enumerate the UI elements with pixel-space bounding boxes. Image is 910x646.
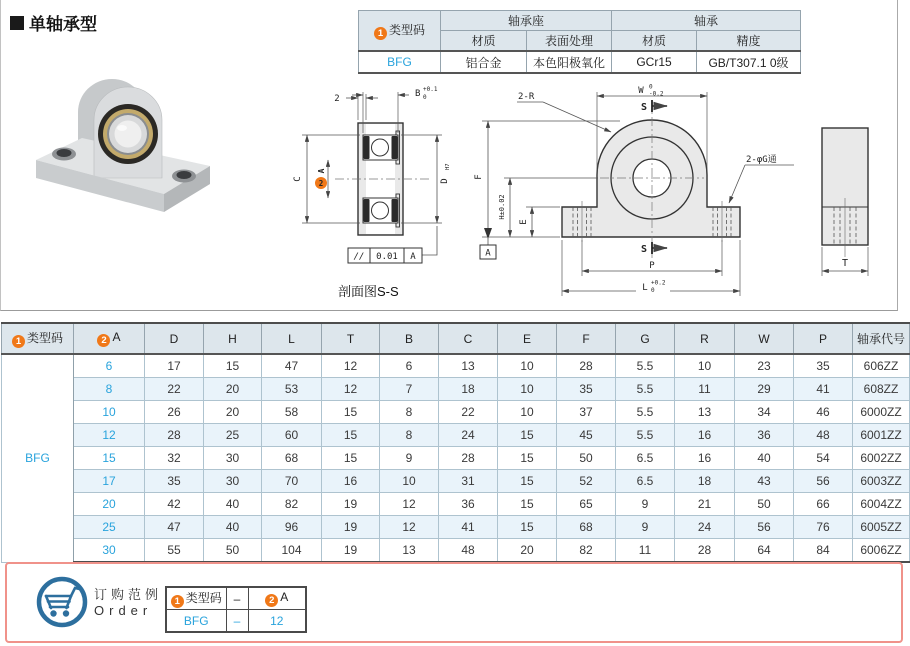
table-cell: 82	[557, 539, 616, 563]
a-value-cell: 20	[74, 493, 145, 516]
title-square-icon	[10, 16, 24, 30]
table-cell: 52	[557, 470, 616, 493]
table-cell: 41	[439, 516, 498, 539]
svg-text:0: 0	[649, 83, 653, 91]
table-cell: 16	[675, 424, 735, 447]
a-value-cell: 30	[74, 539, 145, 563]
order-header-type-code: 1 类型码	[166, 587, 226, 610]
page-title	[10, 10, 97, 35]
table-row	[2, 493, 910, 516]
table-cell: 47	[262, 354, 322, 378]
table-cell: 12	[322, 354, 380, 378]
spec-value-surface: 本色阳极氧化	[527, 51, 612, 73]
col-header: T	[322, 323, 380, 354]
a-value-cell: 10	[74, 401, 145, 424]
table-cell: 6.5	[616, 470, 675, 493]
side-view-drawing	[810, 95, 910, 285]
table-cell: 6.5	[616, 447, 675, 470]
label-2R: 2-R	[518, 92, 535, 102]
svg-text:A: A	[485, 248, 491, 259]
table-cell: 31	[439, 470, 498, 493]
table-cell: 42	[145, 493, 204, 516]
badge-1: 1	[171, 595, 184, 608]
spec-header-type-code: 1 类型码	[359, 11, 441, 52]
table-cell: 21	[675, 493, 735, 516]
order-example-table	[165, 586, 307, 633]
table-cell: 17	[145, 354, 204, 378]
badge-2: 2	[97, 334, 110, 347]
dim-E-label: E	[519, 219, 529, 225]
table-cell: 5.5	[616, 378, 675, 401]
dim-A-label: A	[317, 168, 326, 174]
table-cell: 9	[380, 447, 439, 470]
dim-F-label: F	[474, 174, 484, 180]
table-cell: 48	[439, 539, 498, 563]
table-cell: 28	[439, 447, 498, 470]
spec-value-material1: 铝合金	[441, 51, 527, 73]
table-cell: 5.5	[616, 401, 675, 424]
col-header: W	[735, 323, 794, 354]
spec-header-housing: 轴承座	[441, 11, 612, 31]
table-cell: 606ZZ	[853, 354, 910, 378]
table-cell: 36	[439, 493, 498, 516]
table-cell: 43	[735, 470, 794, 493]
table-cell: 55	[145, 539, 204, 563]
order-value-dash: –	[226, 610, 248, 633]
col-header: D	[145, 323, 204, 354]
table-cell: 40	[204, 516, 262, 539]
table-cell: 46	[794, 401, 853, 424]
table-cell: 22	[439, 401, 498, 424]
table-cell: 19	[322, 539, 380, 563]
table-cell: 45	[557, 424, 616, 447]
table-cell: 15	[322, 424, 380, 447]
table-cell: 40	[204, 493, 262, 516]
dim-B-label: B	[415, 89, 421, 99]
type-code-cell: BFG	[2, 354, 74, 562]
table-cell: 20	[204, 401, 262, 424]
table-cell: 7	[380, 378, 439, 401]
table-cell: 12	[322, 378, 380, 401]
table-cell: 56	[794, 470, 853, 493]
table-cell: 28	[675, 539, 735, 563]
col-header: B	[380, 323, 439, 354]
table-cell: 84	[794, 539, 853, 563]
table-cell: 6001ZZ	[853, 424, 910, 447]
table-cell: 104	[262, 539, 322, 563]
table-cell: 24	[439, 424, 498, 447]
spec-header-material1: 材质	[441, 31, 527, 52]
table-cell: 6002ZZ	[853, 447, 910, 470]
table-cell: 64	[735, 539, 794, 563]
svg-text:0: 0	[423, 94, 427, 101]
badge-1: 1	[374, 27, 387, 40]
table-cell: 58	[262, 401, 322, 424]
table-cell: 19	[322, 516, 380, 539]
table-cell: 5.5	[616, 354, 675, 378]
spec-header-surface: 表面处理	[527, 31, 612, 52]
table-row	[2, 470, 910, 493]
table-cell: 50	[735, 493, 794, 516]
a-value-cell: 17	[74, 470, 145, 493]
table-cell: 48	[794, 424, 853, 447]
table-cell: 16	[675, 447, 735, 470]
spec-table	[358, 10, 801, 74]
table-cell: 36	[735, 424, 794, 447]
table-cell: 35	[794, 354, 853, 378]
table-cell: 19	[322, 493, 380, 516]
a-value-cell: 15	[74, 447, 145, 470]
order-value-a: 12	[248, 610, 306, 633]
front-view-drawing	[460, 82, 810, 304]
table-cell: 28	[557, 354, 616, 378]
table-cell: 6004ZZ	[853, 493, 910, 516]
page-title-text: 单轴承型	[29, 15, 97, 34]
table-row	[2, 539, 910, 563]
table-cell: 50	[557, 447, 616, 470]
table-cell: 16	[322, 470, 380, 493]
dim-2-label: 2	[334, 94, 340, 104]
section-caption: 剖面图S-S	[338, 284, 399, 299]
table-cell: 15	[204, 354, 262, 378]
table-cell: 24	[675, 516, 735, 539]
table-cell: 15	[322, 447, 380, 470]
table-row	[2, 401, 910, 424]
table-cell: 29	[735, 378, 794, 401]
table-cell: 35	[145, 470, 204, 493]
order-example-label-en: Order	[94, 603, 153, 618]
table-row	[2, 378, 910, 401]
table-cell: 20	[498, 539, 557, 563]
table-cell: 9	[616, 516, 675, 539]
col-header-a: 2 A	[74, 323, 145, 354]
col-header: 轴承代号	[853, 323, 910, 354]
table-cell: 35	[557, 378, 616, 401]
col-header: L	[262, 323, 322, 354]
svg-text:-0.2: -0.2	[649, 90, 664, 98]
table-cell: 18	[439, 378, 498, 401]
table-row	[2, 424, 910, 447]
table-cell: 6000ZZ	[853, 401, 910, 424]
table-cell: 10	[498, 378, 557, 401]
a-value-cell: 25	[74, 516, 145, 539]
order-header-dash: –	[226, 587, 248, 610]
table-cell: 10	[498, 401, 557, 424]
label-G-holes: 2-φG通	[746, 155, 777, 165]
spec-header-bearing: 轴承	[612, 11, 801, 31]
table-cell: 15	[498, 470, 557, 493]
table-cell: 12	[380, 516, 439, 539]
table-cell: 47	[145, 516, 204, 539]
table-cell: 10	[675, 354, 735, 378]
table-cell: 68	[557, 516, 616, 539]
table-cell: 66	[794, 493, 853, 516]
table-cell: 68	[262, 447, 322, 470]
table-cell: 6005ZZ	[853, 516, 910, 539]
table-cell: 53	[262, 378, 322, 401]
table-cell: 34	[735, 401, 794, 424]
svg-text:A: A	[410, 252, 416, 262]
table-cell: 82	[262, 493, 322, 516]
table-cell: 65	[557, 493, 616, 516]
table-cell: 76	[794, 516, 853, 539]
table-row	[2, 354, 910, 378]
order-value-code: BFG	[166, 610, 226, 633]
table-cell: 8	[380, 401, 439, 424]
table-cell: 30	[204, 470, 262, 493]
badge-2: 2	[265, 594, 278, 607]
table-cell: 10	[380, 470, 439, 493]
dimension-table	[1, 322, 910, 563]
parallelism-symbol: //	[353, 252, 365, 262]
table-cell: 60	[262, 424, 322, 447]
order-example-label-cn: 订购范例	[94, 587, 163, 602]
table-cell: 54	[794, 447, 853, 470]
table-cell: 10	[498, 354, 557, 378]
col-header: E	[498, 323, 557, 354]
spec-value-material2: GCr15	[612, 51, 697, 73]
badge-1: 1	[12, 335, 25, 348]
dim-W-label: W	[638, 86, 644, 96]
table-cell: 13	[675, 401, 735, 424]
spec-value-code: BFG	[359, 51, 441, 73]
table-cell: 32	[145, 447, 204, 470]
table-cell: 23	[735, 354, 794, 378]
spec-value-precision: GB/T307.1 0级	[697, 51, 801, 73]
table-cell: 30	[204, 447, 262, 470]
a-value-cell: 8	[74, 378, 145, 401]
col-header: R	[675, 323, 735, 354]
svg-text:0.01: 0.01	[376, 252, 398, 262]
col-header: H	[204, 323, 262, 354]
table-cell: 13	[439, 354, 498, 378]
dim-L-label: L	[642, 283, 648, 293]
col-header: G	[616, 323, 675, 354]
table-cell: 25	[204, 424, 262, 447]
order-header-a: 2 A	[248, 587, 306, 610]
svg-text:+0.1: +0.1	[423, 86, 438, 93]
col-header: C	[439, 323, 498, 354]
dim-D-label: D	[440, 178, 450, 184]
table-cell: 20	[204, 378, 262, 401]
table-cell: 96	[262, 516, 322, 539]
table-cell: 18	[675, 470, 735, 493]
table-cell: 28	[145, 424, 204, 447]
table-cell: 37	[557, 401, 616, 424]
table-row	[2, 516, 910, 539]
svg-text:+0.2: +0.2	[651, 279, 666, 287]
section-mark-bottom: S	[640, 244, 647, 255]
table-cell: 15	[498, 424, 557, 447]
col-header-type-code: 1 类型码	[2, 323, 74, 354]
table-cell: 11	[616, 539, 675, 563]
table-cell: 70	[262, 470, 322, 493]
table-cell: 15	[498, 447, 557, 470]
table-cell: 6003ZZ	[853, 470, 910, 493]
svg-text:2: 2	[318, 179, 324, 188]
svg-text:0: 0	[651, 287, 655, 294]
col-header: P	[794, 323, 853, 354]
dim-P-label: P	[649, 261, 655, 271]
table-cell: 9	[616, 493, 675, 516]
table-cell: 56	[735, 516, 794, 539]
table-cell: 50	[204, 539, 262, 563]
table-cell: 26	[145, 401, 204, 424]
table-cell: 15	[322, 401, 380, 424]
spec-header-material2: 材质	[612, 31, 697, 52]
table-cell: 8	[380, 424, 439, 447]
table-cell: 11	[675, 378, 735, 401]
table-cell: 6006ZZ	[853, 539, 910, 563]
table-cell: 41	[794, 378, 853, 401]
section-view-drawing	[290, 82, 470, 304]
col-header: F	[557, 323, 616, 354]
table-cell: 5.5	[616, 424, 675, 447]
dim-T-label: T	[841, 258, 849, 269]
table-cell: 40	[735, 447, 794, 470]
dim-C-label: C	[293, 176, 303, 182]
table-cell: 13	[380, 539, 439, 563]
svg-text:H7: H7	[445, 163, 451, 170]
section-mark-top: S	[640, 102, 647, 113]
product-photo	[12, 42, 234, 228]
table-cell: 608ZZ	[853, 378, 910, 401]
table-cell: 15	[498, 493, 557, 516]
a-value-cell: 12	[74, 424, 145, 447]
dim-H-label: H±0.02	[498, 194, 506, 220]
spec-header-precision: 精度	[697, 31, 801, 52]
a-value-cell: 6	[74, 354, 145, 378]
table-cell: 6	[380, 354, 439, 378]
cart-icon	[36, 576, 88, 628]
table-cell: 12	[380, 493, 439, 516]
table-cell: 15	[498, 516, 557, 539]
table-cell: 22	[145, 378, 204, 401]
table-row	[2, 447, 910, 470]
